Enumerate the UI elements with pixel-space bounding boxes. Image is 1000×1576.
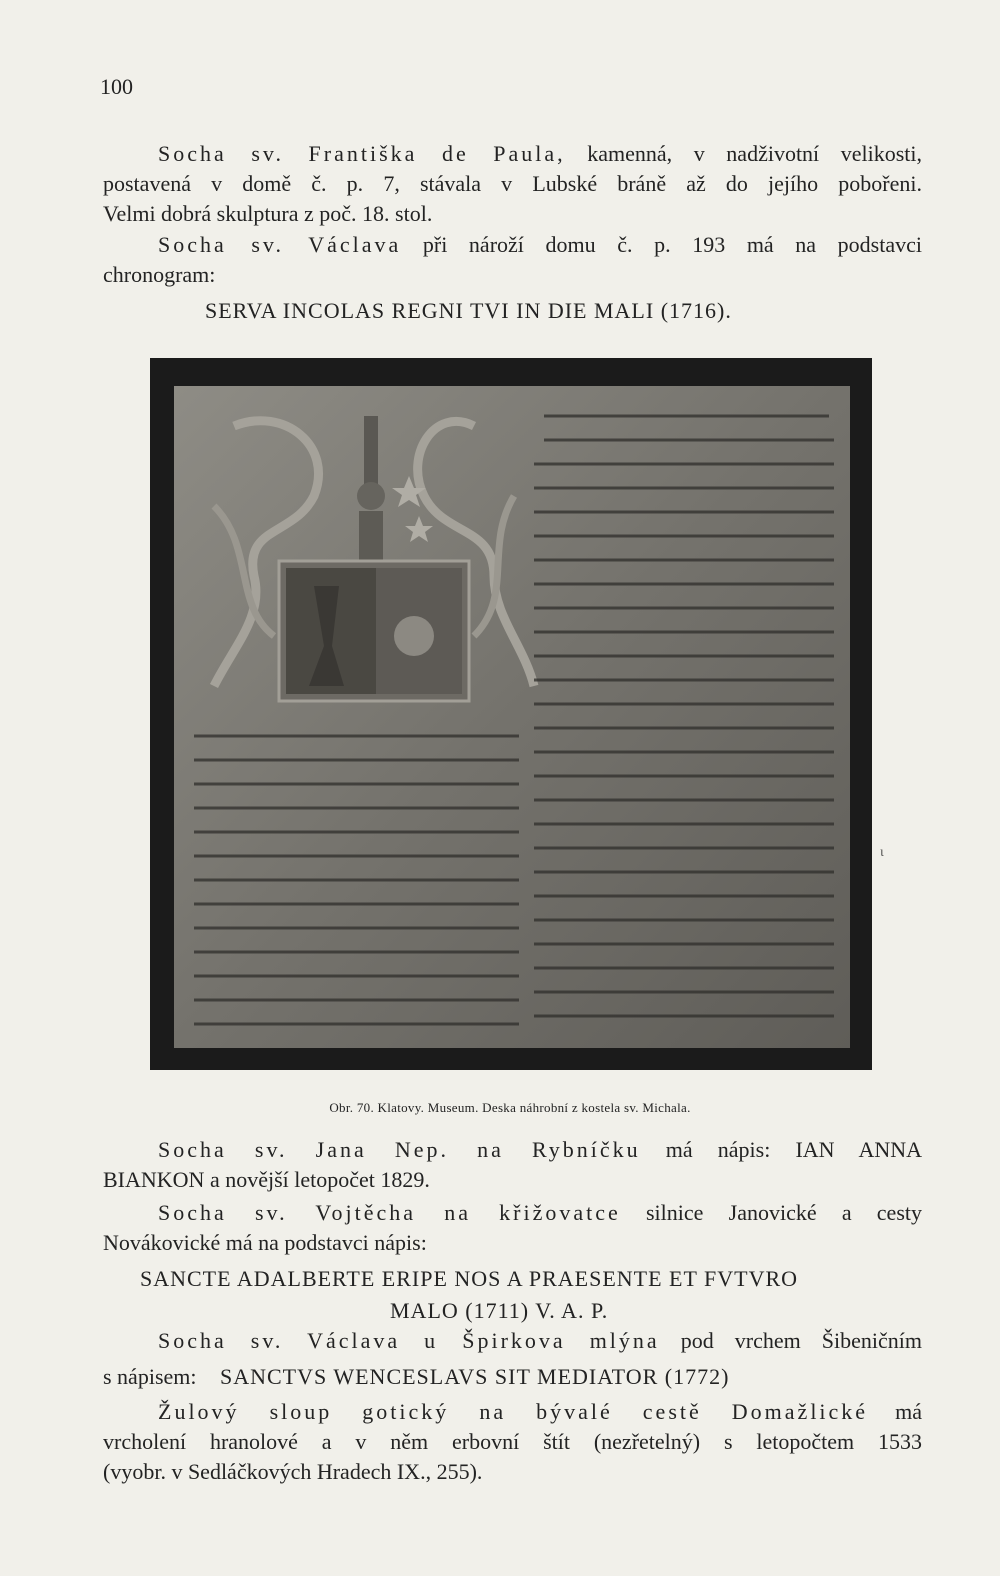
para5-inscription: SANCTVS WENCESLAVS SIT MEDIATOR (1772): [220, 1364, 730, 1389]
para2-line1: [158, 231, 922, 259]
para6-line1: [158, 1398, 922, 1426]
para3-line2: BIANKON a novější letopočet 1829.: [103, 1167, 430, 1192]
para4-inscription-line1: SANCTE ADALBERTE ERIPE NOS A PRAESENTE ET FVTVRO: [140, 1266, 799, 1291]
para5-lead: Socha sv. Václava u Špirkova mlýna: [158, 1328, 660, 1353]
tombstone-photo: [150, 358, 872, 1070]
para3-rest: má nápis: IAN ANNA: [665, 1137, 923, 1162]
para6-line2: vrcholení hranolové a v něm erbovní štít (nezřetelný) s letopočtem 1533: [103, 1429, 922, 1454]
para1-rest: kamenná, v nadživotní velikosti,: [587, 141, 923, 166]
para4-lead: Socha sv. Vojtěcha na křižovatce: [158, 1200, 621, 1225]
para6-line3: (vyobr. v Sedláčkových Hradech IX., 255).: [103, 1459, 483, 1484]
para2-line2: chronogram:: [103, 262, 216, 287]
para1-line3: Velmi dobrá skulptura z poč. 18. stol.: [103, 201, 433, 226]
para4-rest: silnice Janovické a cesty: [646, 1200, 922, 1225]
para1-lead: Socha sv. Františka de Paula,: [158, 141, 566, 166]
para5-line2-lead: s nápisem:: [103, 1364, 197, 1389]
chronogram-text: SERVA INCOLAS REGNI TVI IN DIE MALI (1716).: [205, 298, 732, 323]
para6-rest: má: [895, 1399, 923, 1424]
tombstone-relief: [174, 386, 850, 1048]
margin-mark: ι: [880, 845, 884, 860]
page-number: 100: [100, 74, 133, 99]
para6-lead: Žulový sloup gotický na bývalé cestě Domažlické: [158, 1399, 869, 1424]
para5-line1: [158, 1327, 922, 1355]
para4-line2: Novákovické má na podstavci nápis:: [103, 1230, 427, 1255]
figure-caption: Obr. 70. Klatovy. Museum. Deska náhrobní z kostela sv. Michala.: [329, 1100, 691, 1115]
tombstone-slab: [174, 386, 850, 1048]
para5-rest: pod vrchem Šibeničním: [680, 1328, 922, 1353]
para2-rest: při nároží domu č. p. 193 má na podstavci: [422, 232, 922, 257]
para2-lead: Socha sv. Václava: [158, 232, 402, 257]
para3-lead: Socha sv. Jana Nep. na Rybníčku: [158, 1137, 641, 1162]
para4-inscription-line2: MALO (1711) V. A. P.: [390, 1298, 609, 1323]
para1-line2: postavená v domě č. p. 7, stávala v Lubské bráně až do jejího pobořeni.: [103, 171, 922, 196]
para4-line1: [158, 1199, 922, 1227]
para3-line1: [158, 1136, 922, 1164]
para5-line2: [103, 1363, 922, 1391]
para1-line1: [158, 140, 922, 168]
